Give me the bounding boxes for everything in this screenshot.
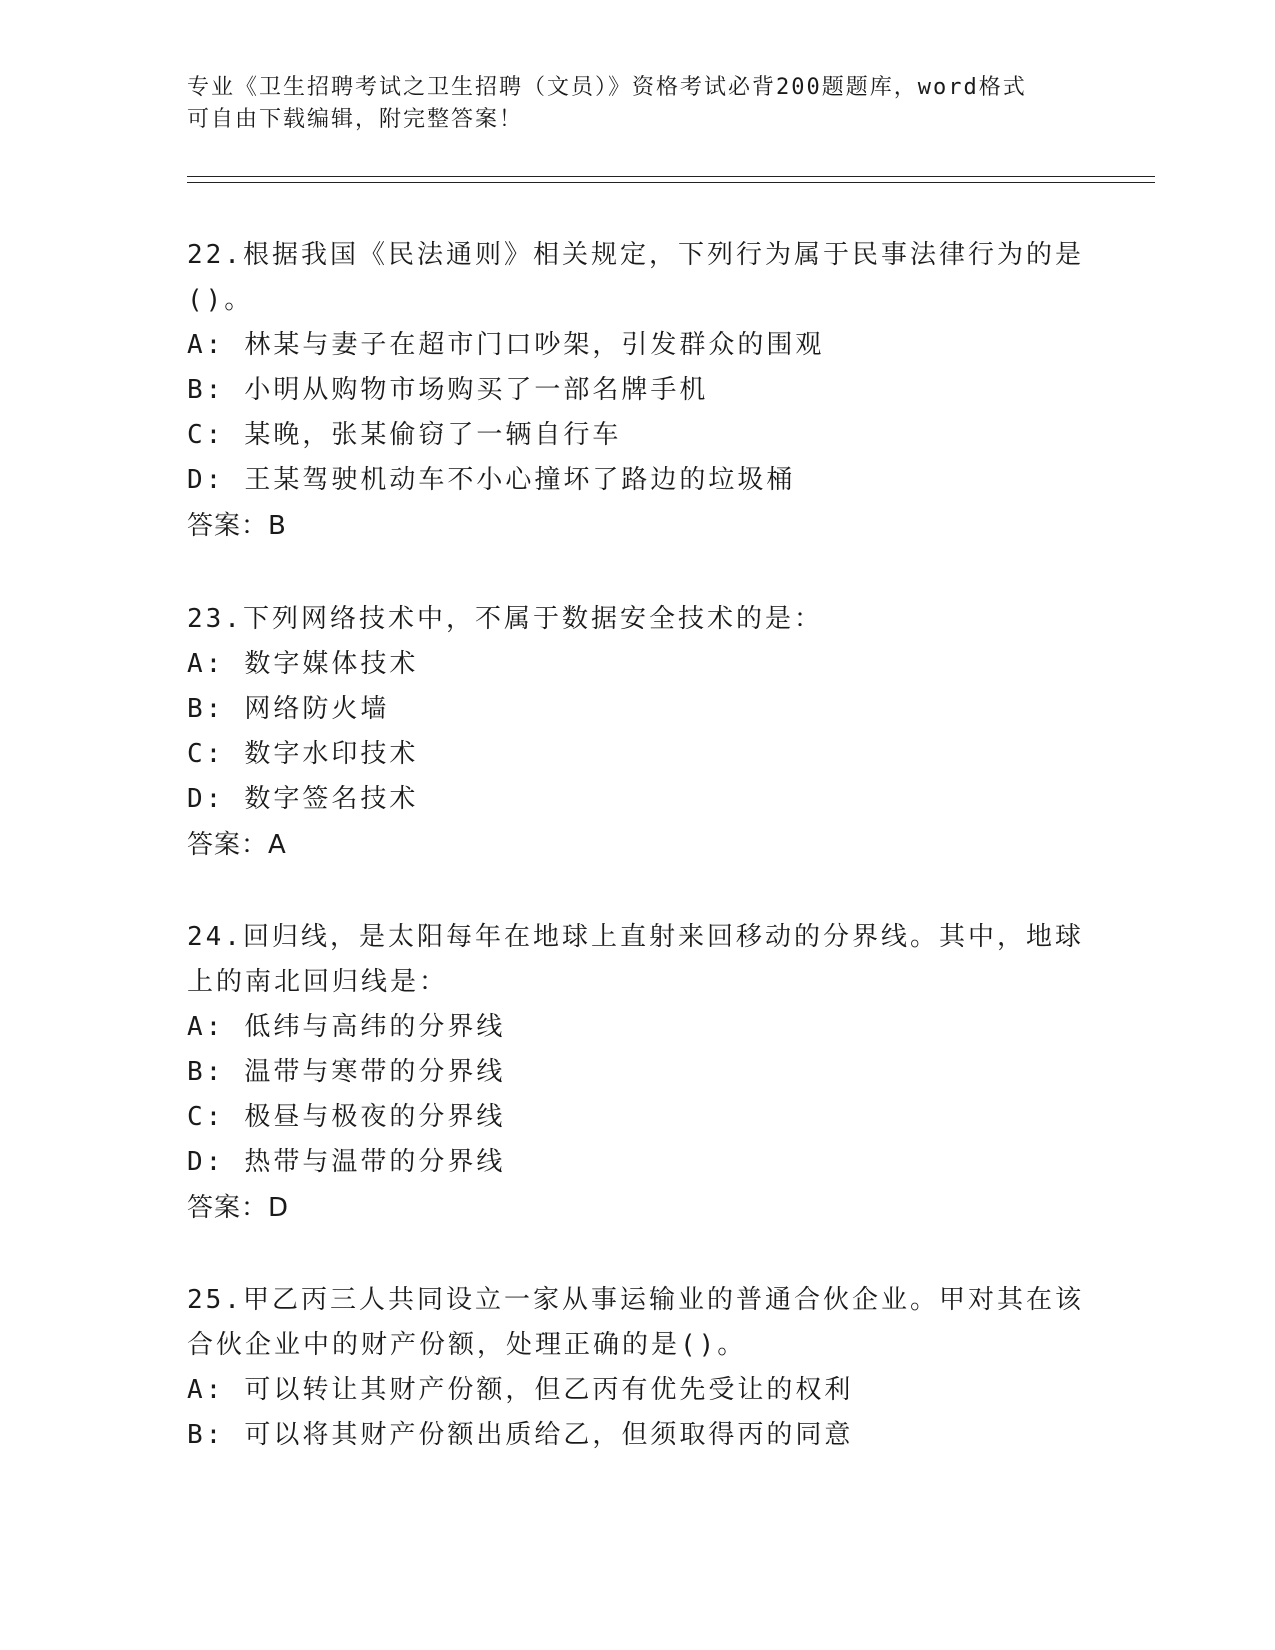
option-text: 数字媒体技术: [244, 649, 419, 679]
question-22: [187, 233, 1087, 549]
option-text: 温带与寒带的分界线: [244, 1057, 506, 1087]
option-letter: C:: [187, 420, 225, 450]
option-c: [187, 732, 1087, 777]
option-letter: A:: [187, 330, 225, 360]
option-text: 小明从购物市场购买了一部名牌手机: [244, 375, 709, 405]
question-stem: 22.根据我国《民法通则》相关规定，下列行为属于民事法律行为的是: [187, 240, 1084, 270]
header-line-1: 专业《卫生招聘考试之卫生招聘（文员）》资格考试必背200题题库，word格式: [187, 75, 1027, 100]
option-b: [187, 1050, 1087, 1095]
question-stem: 合伙企业中的财产份额，处理正确的是()。: [187, 1330, 747, 1360]
option-text: 王某驾驶机动车不小心撞坏了路边的垃圾桶: [244, 465, 796, 495]
option-text: 数字水印技术: [244, 739, 419, 769]
answer-label: 答案：B: [187, 511, 287, 541]
option-text: 某晚，张某偷窃了一辆自行车: [244, 420, 622, 450]
option-d: [187, 458, 1087, 503]
document-header: [187, 72, 1087, 136]
option-a: [187, 642, 1087, 687]
question-23: [187, 597, 1087, 868]
option-letter: C:: [187, 739, 225, 769]
option-b: [187, 1413, 1087, 1458]
option-b: [187, 368, 1087, 413]
option-a: [187, 323, 1087, 368]
answer-label: 答案：A: [187, 830, 287, 860]
option-letter: D:: [187, 784, 225, 814]
option-letter: C:: [187, 1102, 225, 1132]
question-24: [187, 915, 1087, 1231]
question-stem: 上的南北回归线是：: [187, 967, 449, 997]
option-text: 极昼与极夜的分界线: [244, 1102, 506, 1132]
option-d: [187, 1140, 1087, 1185]
option-letter: B:: [187, 694, 225, 724]
option-letter: D:: [187, 1147, 225, 1177]
option-text: 网络防火墙: [244, 694, 390, 724]
header-divider-top: [187, 176, 1155, 177]
option-c: [187, 413, 1087, 458]
option-letter: D:: [187, 465, 225, 495]
option-text: 数字签名技术: [244, 784, 419, 814]
question-25: [187, 1278, 1087, 1458]
question-stem: 24.回归线，是太阳每年在地球上直射来回移动的分界线。其中，地球: [187, 922, 1084, 952]
header-divider-bottom: [187, 182, 1155, 183]
option-a: [187, 1005, 1087, 1050]
question-stem: 23.下列网络技术中，不属于数据安全技术的是：: [187, 604, 823, 634]
option-text: 低纬与高纬的分界线: [244, 1012, 506, 1042]
option-text: 可以转让其财产份额，但乙丙有优先受让的权利: [244, 1375, 854, 1405]
option-text: 林某与妻子在超市门口吵架，引发群众的围观: [244, 330, 825, 360]
answer-label: 答案：D: [187, 1193, 290, 1223]
question-stem: 25.甲乙丙三人共同设立一家从事运输业的普通合伙企业。甲对其在该: [187, 1285, 1084, 1315]
header-line-2: 可自由下载编辑，附完整答案！: [187, 107, 524, 132]
option-text: 热带与温带的分界线: [244, 1147, 506, 1177]
option-letter: A:: [187, 1012, 225, 1042]
option-letter: B:: [187, 1420, 225, 1450]
option-letter: B:: [187, 1057, 225, 1087]
option-a: [187, 1368, 1087, 1413]
option-text: 可以将其财产份额出质给乙，但须取得丙的同意: [244, 1420, 854, 1450]
question-stem: ()。: [187, 285, 254, 315]
option-b: [187, 687, 1087, 732]
option-d: [187, 777, 1087, 822]
option-c: [187, 1095, 1087, 1140]
option-letter: A:: [187, 1375, 225, 1405]
option-letter: B:: [187, 375, 225, 405]
option-letter: A:: [187, 649, 225, 679]
